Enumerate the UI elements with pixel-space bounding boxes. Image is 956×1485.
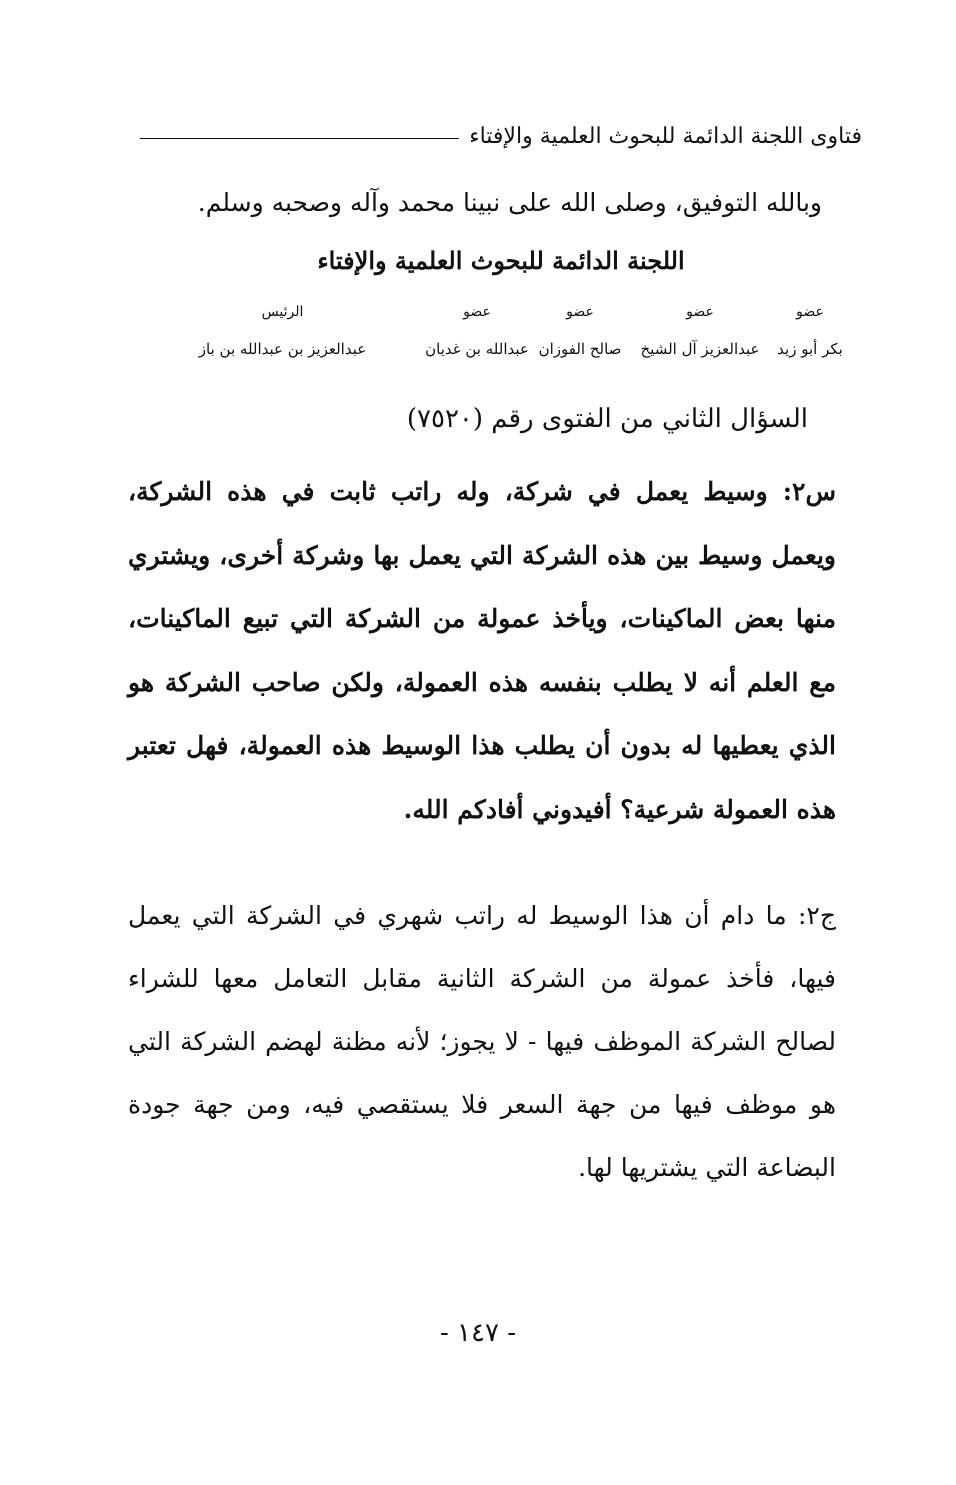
signatory — [422, 300, 532, 364]
signatory-role: عضو — [796, 304, 824, 320]
question-paragraph: س٢: وسيط يعمل في شركة، وله راتب ثابت في هذه الشركة، ويعمل وسيط بين هذه الشركة التي يعمل بها وشركة أخرى، ويشتري منها بعض الماكينات، ويأخذ عمولة من الشركة التي تبيع الماكينات، مع العلم أنه لا يطلب بنفسه هذه العمولة، ولكن صاحب الشركة هو الذي يعطيها له بدون أن يطلب هذا الوسيط هذه العمولة، فهل تعتبر هذه العمولة شرعية؟ أفيدوني أفادكم الله. — [128, 477, 836, 824]
signatory — [770, 300, 850, 364]
closing-line: وبالله التوفيق، وصلى الله على نبينا محمد وآله وصحبه وسلم. — [197, 188, 822, 217]
signatory — [160, 300, 405, 364]
signatory-name: بكر أبو زيد — [777, 340, 843, 358]
signatory — [630, 300, 770, 364]
running-header — [140, 116, 862, 156]
signatory — [525, 300, 635, 364]
header-rule — [140, 138, 459, 139]
fatwa-reference: السؤال الثاني من الفتوى رقم (٧٥٢٠) — [406, 404, 808, 434]
signatory-role: عضو — [566, 304, 594, 320]
signatory-name: عبدالعزيز آل الشيخ — [640, 340, 760, 358]
header-title: فتاوى اللجنة الدائمة للبحوث العلمية والإفتاء — [469, 123, 862, 149]
signatory-role: الرئيس — [261, 304, 304, 320]
signatory-name: صالح الفوزان — [538, 340, 622, 358]
page-number: - ١٤٧ - — [439, 1318, 517, 1348]
answer-paragraph: ج٢: ما دام أن هذا الوسيط له راتب شهري في الشركة التي يعمل فيها، فأخذ عمولة من الشركة الثانية مقابل التعامل معها للشراء لصالح الشركة الموظف فيها - لا يجوز؛ لأنه مظنة لهضم الشركة التي هو موظف فيها من جهة السعر فلا يستقصي فيه، ومن جهة جودة البضاعة التي يشتريها لها. — [128, 901, 837, 1182]
signatory-role: عضو — [686, 304, 714, 320]
signatory-role: عضو — [463, 304, 491, 320]
committee-name: اللجنة الدائمة للبحوث العلمية والإفتاء — [317, 246, 685, 275]
signatories-block — [160, 300, 843, 372]
signatory-name: عبدالله بن غديان — [425, 340, 529, 358]
signatory-name: عبدالعزيز بن عبدالله بن باز — [198, 340, 367, 358]
